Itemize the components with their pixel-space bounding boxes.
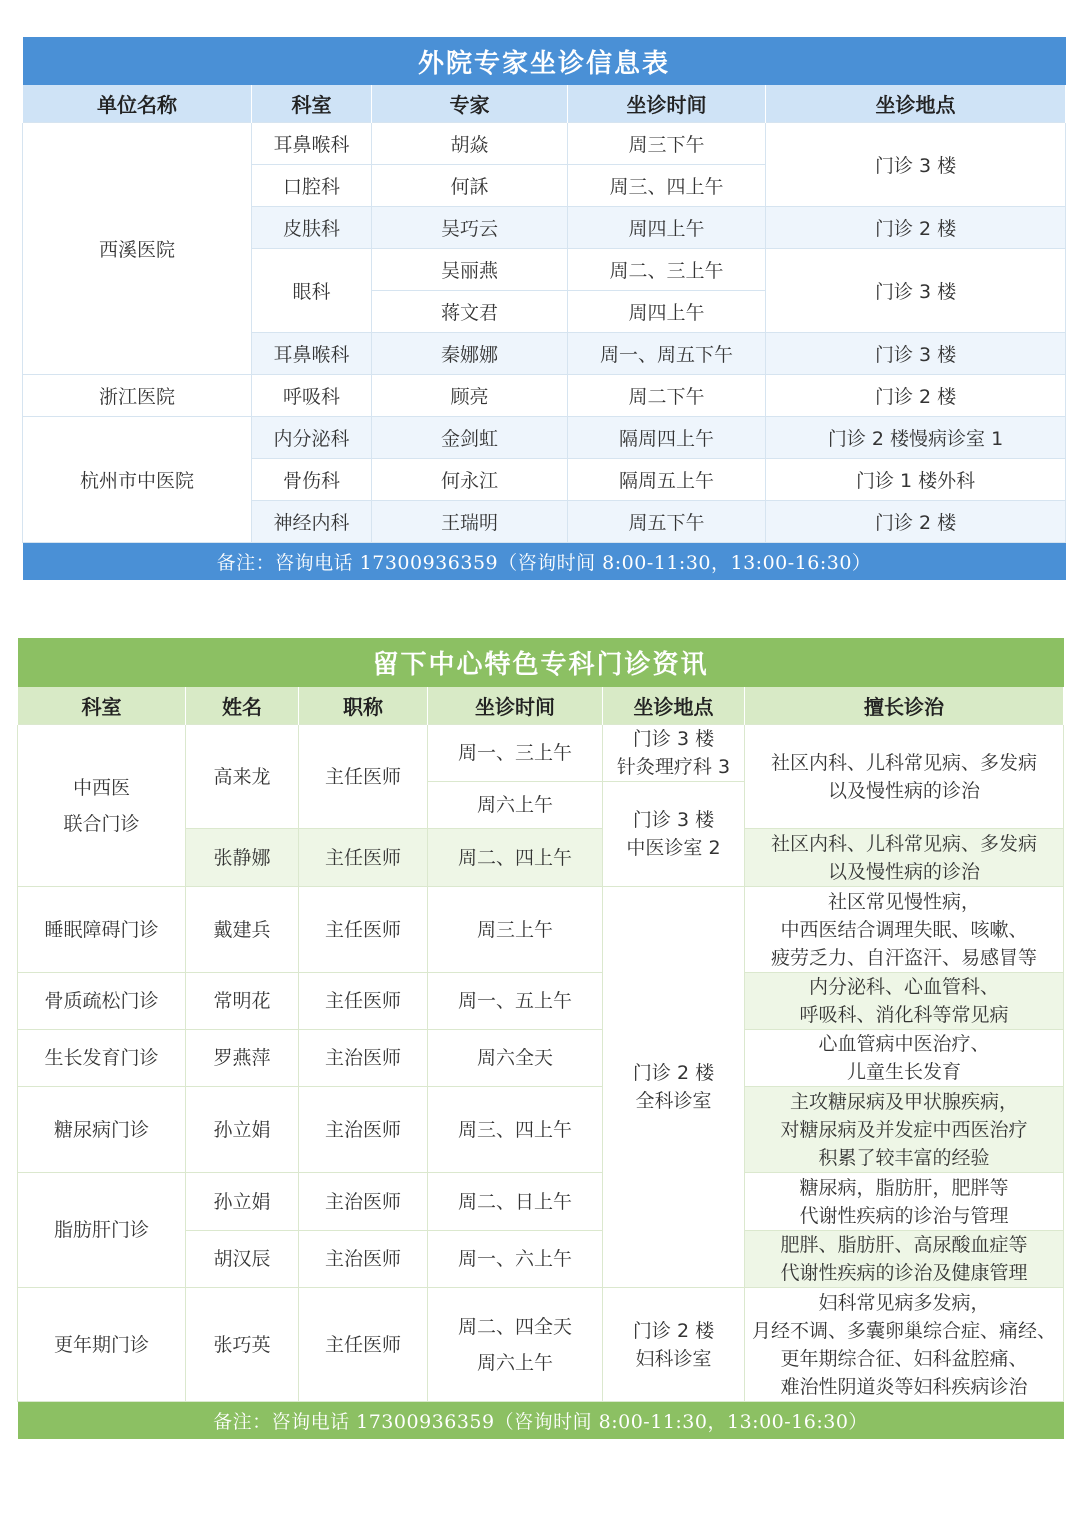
place-line: 门诊 2 楼 [632,1062,715,1084]
table-row [18,887,1064,973]
specialty-line: 心血管病中医治疗、 [818,1033,990,1055]
title-cell: 主任医师 [299,725,428,829]
place-cell [603,782,745,887]
specialty-line: 代谢性疾病的诊治与管理 [799,1204,1009,1227]
col-header-title: 职称 [299,687,428,725]
expert-cell: 胡焱 [372,123,568,165]
dept-cell: 脂肪肝门诊 [18,1173,186,1288]
specialty-line: 以及慢性病的诊治 [828,860,981,883]
specialty-cell [745,1288,1064,1402]
specialty-cell [745,725,1064,829]
dept-cell: 皮肤科 [252,207,372,249]
time-cell: 周三、四上午 [428,1087,603,1173]
place-line: 针灸理疗科 3 [616,756,731,778]
place-cell: 门诊 3 楼 [766,249,1066,333]
title-cell: 主治医师 [299,1231,428,1288]
specialty-line: 社区常见慢性病， [828,890,981,913]
time-cell: 周三下午 [568,123,766,165]
place-line: 门诊 3 楼 [632,809,715,831]
specialty-line: 对糖尿病及并发症中西医治疗 [780,1118,1028,1141]
specialty-line: 中西医结合调理失眠、咳嗽、 [780,918,1028,941]
specialty-line: 肥胖、脂肪肝、高尿酸血症等 [780,1234,1028,1256]
col-header-specialty: 擅长诊治 [745,687,1064,725]
name-cell: 张静娜 [186,829,299,887]
place-cell: 门诊 2 楼 [766,375,1066,417]
outpatient-table-note: 备注：咨询电话 17300936359（咨询时间 8:00-11:30，13:00-16:30） [23,543,1066,581]
dept-cell: 耳鼻喉科 [252,123,372,165]
dept-cell: 内分泌科 [252,417,372,459]
title-cell: 主治医师 [299,1087,428,1173]
hospital-name: 西溪医院 [23,123,252,375]
dept-cell: 骨质疏松门诊 [18,973,186,1030]
time-cell: 周一、五上午 [428,973,603,1030]
expert-cell: 金剑虹 [372,417,568,459]
col-header-place: 坐诊地点 [603,687,745,725]
col-header-expert: 专家 [372,85,568,123]
specialty-line: 社区内科、儿科常见病、多发病 [771,751,1038,774]
col-header-name: 姓名 [186,687,299,725]
outpatient-table-title: 外院专家坐诊信息表 [23,37,1066,85]
table-row [23,123,1066,165]
place-line: 全科诊室 [635,1090,712,1112]
place-cell [603,887,745,1288]
col-header-time: 坐诊时间 [428,687,603,725]
place-cell [603,725,745,782]
table-row [18,1087,1064,1173]
specialty-line: 内分泌科、心血管科、 [809,976,1000,998]
place-cell: 门诊 3 楼 [766,123,1066,207]
table-row [18,1030,1064,1087]
time-cell: 周二、四上午 [428,829,603,887]
expert-cell: 何訸 [372,165,568,207]
dept-line: 联合门诊 [63,812,140,835]
dept-cell: 生长发育门诊 [18,1030,186,1087]
dept-cell: 呼吸科 [252,375,372,417]
title-cell: 主治医师 [299,1030,428,1087]
col-header-dept: 科室 [18,687,186,725]
expert-cell: 吴巧云 [372,207,568,249]
time-cell: 周三上午 [428,887,603,973]
dept-cell: 神经内科 [252,501,372,543]
time-cell: 周六上午 [428,782,603,829]
specialty-line: 社区内科、儿科常见病、多发病 [771,832,1038,855]
dept-cell: 眼科 [252,249,372,333]
table-row [23,375,1066,417]
place-cell: 门诊 3 楼 [766,333,1066,375]
time-line: 周二、四全天 [457,1315,572,1338]
place-line: 门诊 2 楼 [632,1319,715,1342]
time-cell: 周四上午 [568,291,766,333]
name-cell: 胡汉辰 [186,1231,299,1288]
place-cell [603,1288,745,1402]
specialty-table-title: 留下中心特色专科门诊资讯 [18,638,1064,687]
place-line: 妇科诊室 [635,1347,712,1370]
table-row [18,973,1064,1030]
specialty-cell [745,1173,1064,1231]
specialty-line: 呼吸科、消化科等常见病 [799,1004,1009,1026]
title-cell: 主任医师 [299,1288,428,1402]
dept-cell: 口腔科 [252,165,372,207]
title-cell: 主治医师 [299,1173,428,1231]
expert-cell: 顾亮 [372,375,568,417]
time-cell: 周六全天 [428,1030,603,1087]
specialty-cell [745,1231,1064,1288]
time-cell: 隔周五上午 [568,459,766,501]
hospital-name: 杭州市中医院 [23,417,252,543]
time-line: 周六上午 [476,1351,553,1374]
dept-cell [18,725,186,887]
name-cell: 孙立娟 [186,1173,299,1231]
expert-cell: 吴丽燕 [372,249,568,291]
time-cell: 周二下午 [568,375,766,417]
expert-cell: 王瑞明 [372,501,568,543]
time-cell: 周四上午 [568,207,766,249]
specialty-table-note: 备注：咨询电话 17300936359（咨询时间 8:00-11:30，13:00-16:30） [18,1402,1064,1440]
table-row [23,417,1066,459]
time-cell: 周五下午 [568,501,766,543]
time-cell: 周三、四上午 [568,165,766,207]
time-cell: 周一、六上午 [428,1231,603,1288]
time-cell: 周二、三上午 [568,249,766,291]
place-cell: 门诊 1 楼外科 [766,459,1066,501]
specialty-clinic-table [17,638,1064,1439]
place-line: 门诊 3 楼 [632,728,715,750]
specialty-cell [745,1030,1064,1087]
title-cell: 主任医师 [299,829,428,887]
specialty-line: 难治性阴道炎等妇科疾病诊治 [780,1375,1028,1398]
title-cell: 主任医师 [299,887,428,973]
name-cell: 张巧英 [186,1288,299,1402]
time-cell: 周二、日上午 [428,1173,603,1231]
col-header-place: 坐诊地点 [766,85,1066,123]
expert-cell: 秦娜娜 [372,333,568,375]
specialty-line: 主攻糖尿病及甲状腺疾病， [790,1090,1019,1113]
specialty-line: 月经不调、多囊卵巢综合症、痛经、 [752,1319,1057,1342]
dept-line: 中西医 [72,776,130,799]
dept-cell: 骨伤科 [252,459,372,501]
title-cell: 主任医师 [299,973,428,1030]
specialty-line: 积累了较丰富的经验 [818,1146,990,1169]
name-cell: 戴建兵 [186,887,299,973]
place-cell: 门诊 2 楼慢病诊室 1 [766,417,1066,459]
expert-cell: 蒋文君 [372,291,568,333]
hospital-name: 浙江医院 [23,375,252,417]
specialty-line: 代谢性疾病的诊治及健康管理 [780,1262,1028,1284]
col-header-time: 坐诊时间 [568,85,766,123]
time-cell [428,1288,603,1402]
outpatient-expert-table [22,37,1066,580]
specialty-cell [745,887,1064,973]
place-line: 中医诊室 2 [626,837,721,859]
name-cell: 常明花 [186,973,299,1030]
name-cell: 高来龙 [186,725,299,829]
time-cell: 周一、三上午 [428,725,603,782]
table-row [18,1288,1064,1402]
table-row [18,725,1064,782]
expert-cell: 何永江 [372,459,568,501]
place-cell: 门诊 2 楼 [766,207,1066,249]
specialty-line: 疲劳乏力、自汗盗汗、易感冒等 [771,946,1038,969]
place-cell: 门诊 2 楼 [766,501,1066,543]
time-cell: 隔周四上午 [568,417,766,459]
col-header-dept: 科室 [252,85,372,123]
name-cell: 罗燕萍 [186,1030,299,1087]
specialty-line: 糖尿病，脂肪肝，肥胖等 [799,1176,1009,1199]
dept-cell: 糖尿病门诊 [18,1087,186,1173]
specialty-line: 儿童生长发育 [847,1061,962,1083]
table-row [18,1173,1064,1231]
specialty-cell [745,829,1064,887]
specialty-cell [745,1087,1064,1173]
specialty-line: 妇科常见病多发病， [818,1291,990,1314]
dept-cell: 更年期门诊 [18,1288,186,1402]
specialty-line: 更年期综合征、妇科盆腔痛、 [780,1347,1028,1370]
specialty-cell [745,973,1064,1030]
time-cell: 周一、周五下午 [568,333,766,375]
name-cell: 孙立娟 [186,1087,299,1173]
specialty-line: 以及慢性病的诊治 [828,779,981,802]
dept-cell: 睡眠障碍门诊 [18,887,186,973]
dept-cell: 耳鼻喉科 [252,333,372,375]
col-header-unit: 单位名称 [23,85,252,123]
